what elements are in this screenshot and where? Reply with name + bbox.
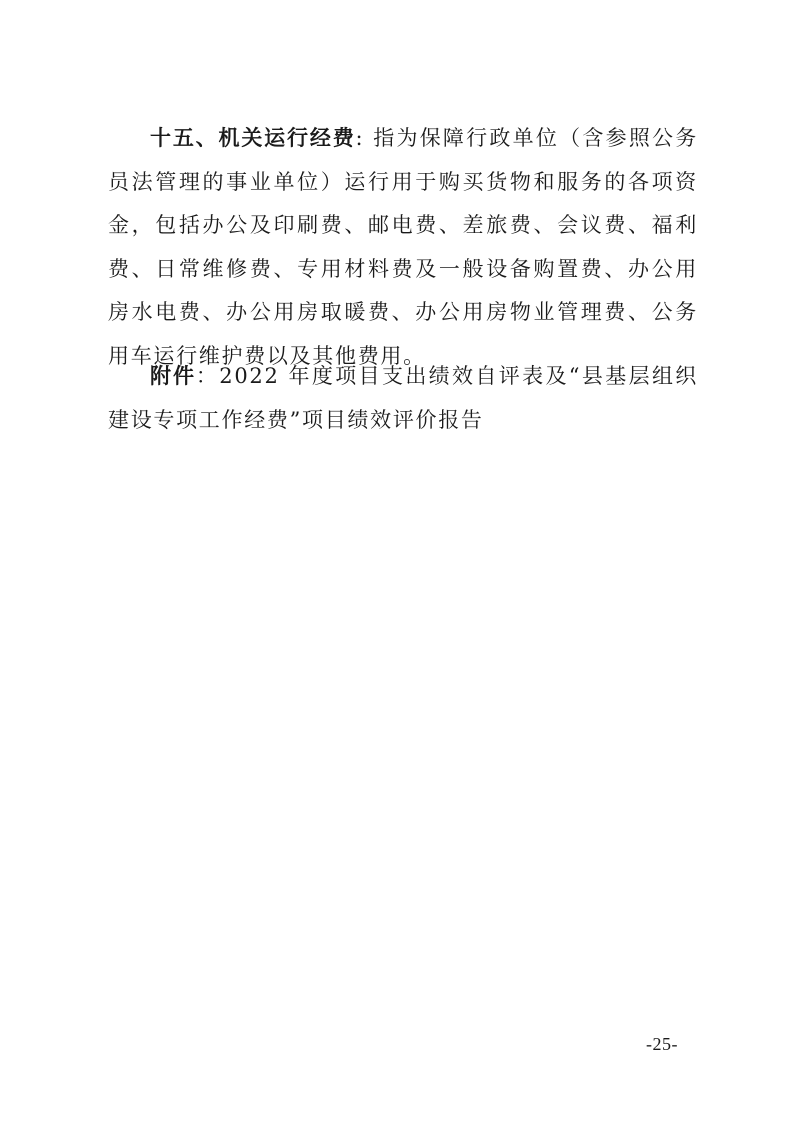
section-fifteen-heading: 十五、机关运行经费 xyxy=(150,126,356,150)
page-number: -25- xyxy=(646,1034,678,1054)
section-fifteen-paragraph xyxy=(108,117,698,378)
attachment-paragraph xyxy=(108,355,698,442)
attachment-body: ：2022 年度项目支出绩效自评表及“县基层组织建设专项工作经费”项目绩效评价报告 xyxy=(108,364,699,432)
section-fifteen-body: : 指为保障行政单位（含参照公务员法管理的事业单位）运行用于购买货物和服务的各项资金，包括办公及印刷费、邮电费、差旅费、会议费、福利费、日常维修费、专用材料费及一般设备购置费、办公用房水电费、办公用房取暖费、办公用房物业管理费、公务用车运行维护费以及其他费用。 xyxy=(108,126,698,368)
attachment-label: 附件 xyxy=(150,364,196,388)
